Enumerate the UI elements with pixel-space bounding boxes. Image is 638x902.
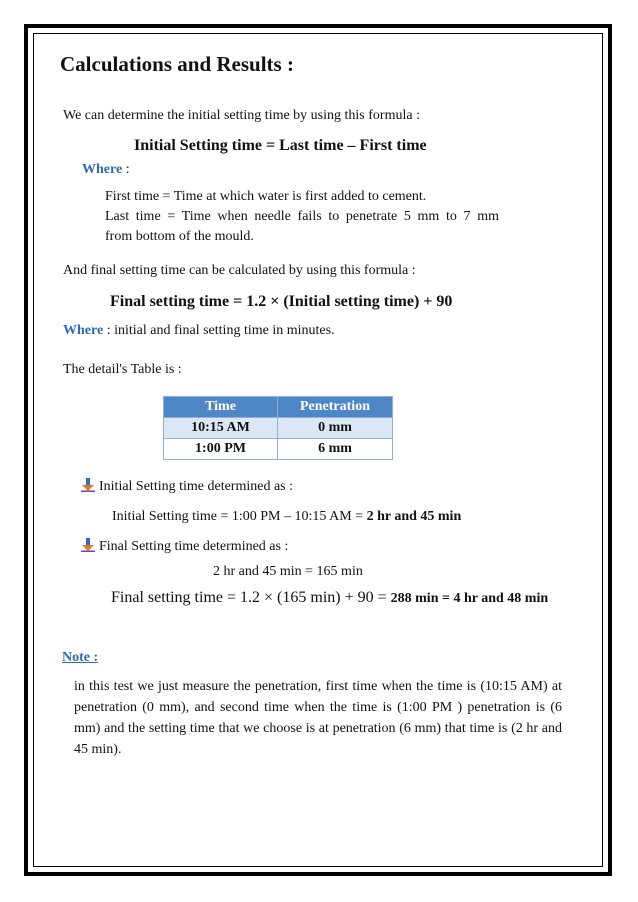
note-body: in this test we just measure the penetration, first time when the time is (10:15 AM) at penetration (0 mm), and second time when the time is (1:00 PM ) penetration is (6 mm) and the setting time that we choose is at penetration (6 mm) that time is (2 hr and 45 min).	[74, 679, 562, 757]
table-cell-penetration: 0 mm	[278, 418, 393, 439]
where-line-2	[63, 323, 335, 339]
intro-text: We can determine the initial setting time by using this formula :	[63, 108, 420, 123]
table-row	[164, 418, 393, 439]
table-cell-time: 1:00 PM	[164, 439, 278, 460]
where-line-1	[82, 162, 130, 178]
arrow-down-bullet-icon	[81, 538, 95, 552]
table-cell-penetration: 6 mm	[278, 439, 393, 460]
where-colon: :	[122, 162, 130, 177]
table-cell-time: 10:15 AM	[164, 418, 278, 439]
where-description: : initial and final setting time in minutes.	[103, 323, 335, 338]
where-label: Where	[82, 162, 123, 177]
note-label: Note :	[62, 650, 99, 665]
initial-calculation	[112, 509, 461, 525]
table-header-time: Time	[164, 397, 278, 418]
bullet-final-setting	[81, 538, 288, 555]
final-formula: Final setting time = 1.2 × (Initial setting time) + 90	[110, 293, 453, 310]
where-label: Where	[63, 323, 104, 338]
definition-last-time-line2: from bottom of the mould.	[105, 229, 254, 244]
calc-expression: Final setting time = 1.2 × (165 min) + 90 =	[111, 589, 391, 606]
table-intro: The detail's Table is :	[63, 362, 182, 377]
details-table	[163, 396, 393, 460]
table-header-row	[164, 397, 393, 418]
bullet-initial-setting	[81, 478, 293, 495]
calc-expression: Initial Setting time = 1:00 PM – 10:15 AM =	[112, 509, 367, 524]
calc-result: 2 hr and 45 min	[366, 509, 462, 524]
final-calculation	[111, 589, 548, 607]
initial-formula: Initial Setting time = Last time – First time	[134, 137, 427, 154]
time-conversion: 2 hr and 45 min = 165 min	[213, 564, 363, 579]
arrow-down-bullet-icon	[81, 478, 95, 492]
page-title: Calculations and Results :	[60, 52, 294, 76]
bullet-text: Final Setting time determined as :	[99, 539, 289, 554]
definition-last-time-line1: Last time = Time when needle fails to penetrate 5 mm to 7 mm	[105, 209, 499, 224]
calc-result: 288 min = 4 hr and 48 min	[390, 591, 549, 606]
bullet-text: Initial Setting time determined as :	[99, 479, 294, 494]
table-row	[164, 439, 393, 460]
definition-first-time: First time = Time at which water is first added to cement.	[105, 189, 427, 204]
table-header-penetration: Penetration	[278, 397, 393, 418]
final-intro-text: And final setting time can be calculated by using this formula :	[63, 263, 416, 278]
